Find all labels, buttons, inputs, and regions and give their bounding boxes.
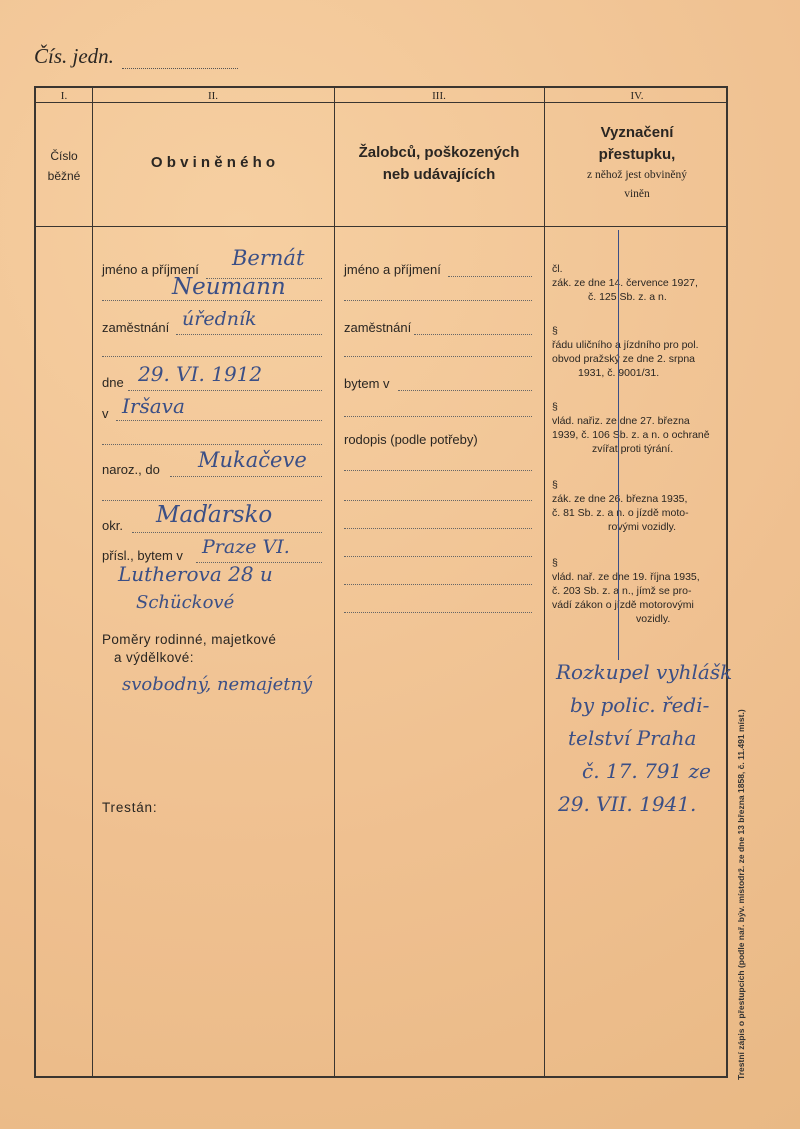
- accused-name-label: jméno a příjmení: [102, 262, 199, 277]
- circumstances-label-2: a výdělkové:: [114, 650, 194, 665]
- law-block-4: [552, 478, 689, 534]
- col2-header: O b v i n ě n é h o: [150, 154, 276, 171]
- law-line: čl.: [552, 263, 563, 275]
- law-line: č. 125 Sb. z. a n.: [588, 291, 667, 303]
- col-number-3: III.: [432, 90, 446, 102]
- plaintiff-occupation-label: zaměstnání: [344, 320, 412, 335]
- law-line: vlád. nařiz. ze dne 27. března: [552, 415, 690, 427]
- birth-date: 29. VI. 1912: [138, 362, 263, 386]
- field-line: [116, 420, 322, 421]
- offense-handwritten-note: [556, 656, 732, 821]
- col4-header: [544, 122, 730, 204]
- form-frame: [34, 86, 733, 1078]
- domicile-value: Praze VI.: [202, 536, 290, 558]
- col3-header: [334, 142, 544, 186]
- birth-place-label: v: [102, 406, 109, 421]
- law-line: 1939, č. 106 Sb. z. a n. o ochraně: [552, 429, 710, 441]
- address-line-2: Schückové: [136, 592, 235, 613]
- col3-header-line: neb udávajících: [382, 166, 496, 183]
- district-label: naroz., do: [102, 462, 160, 477]
- law-block-3: [552, 400, 710, 456]
- address-line-1: Lutherova 28 u: [118, 562, 273, 586]
- form-side-note: Trestní zápis o přestupcích (podle nař. býv. místodrž. ze dne 13 března 1858, č. 11.491 míst.): [736, 709, 746, 1080]
- field-line: [344, 500, 532, 501]
- field-line: [398, 390, 532, 391]
- accused-occupation-label: zaměstnání: [102, 320, 170, 335]
- field-line: [344, 470, 532, 471]
- law-line: 1931, č. 9001/31.: [578, 367, 660, 379]
- law-line: §: [552, 479, 558, 491]
- pen-stroke: [618, 230, 619, 660]
- circumstances-label-1: Poměry rodinné, majetkové: [102, 632, 277, 647]
- col-number-1: I.: [60, 90, 68, 102]
- col4-header-line: z něhož jest obviněný: [587, 169, 687, 181]
- field-line: [102, 444, 322, 445]
- col4-header-line: přestupku,: [598, 146, 676, 163]
- divider: [36, 102, 726, 103]
- birth-date-label: dne: [102, 375, 124, 390]
- field-line: [102, 300, 322, 301]
- law-line: č. 203 Sb. z. a n., jímž se pro-: [552, 585, 692, 597]
- field-line: [102, 500, 322, 501]
- law-block-1: [552, 262, 698, 304]
- plaintiff-record-label: rodopis (podle potřeby): [344, 432, 478, 447]
- law-line: zvířat proti týrání.: [592, 443, 674, 455]
- accused-occupation: úředník: [182, 308, 257, 330]
- accused-first-name: Bernát: [232, 246, 305, 270]
- col-number-4: IV.: [630, 90, 644, 102]
- law-line: vlád. nař. ze dne 19. října 1935,: [552, 571, 700, 583]
- sentenced-label: Trestán:: [102, 800, 158, 815]
- plaintiff-name-label: jméno a příjmení: [344, 262, 441, 277]
- law-line: §: [552, 325, 558, 337]
- field-line: [414, 334, 532, 335]
- birth-place: Iršava: [122, 394, 185, 418]
- field-line: [344, 612, 532, 613]
- birth-region: Maďarsko: [156, 502, 273, 528]
- law-line: §: [552, 557, 558, 569]
- law-line: zák. ze dne 14. července 1927,: [552, 277, 698, 289]
- field-line: [176, 334, 322, 335]
- divider: [334, 88, 335, 1076]
- handwritten-line: Rozkupel vyhlášk: [556, 660, 733, 684]
- birth-district: Mukačeve: [198, 448, 307, 472]
- field-line: [102, 356, 322, 357]
- field-line: [344, 528, 532, 529]
- handwritten-line: č. 17. 791 ze: [582, 759, 711, 783]
- law-line: rovými vozidly.: [608, 521, 677, 533]
- col4-header-line: viněn: [624, 188, 650, 200]
- law-line: řádu uličního a jízdního pro pol.: [552, 339, 699, 351]
- field-line: [170, 476, 322, 477]
- handwritten-line: by polic. ředi-: [570, 693, 710, 717]
- law-line: č. 81 Sb. z. a n. o jízdě moto-: [552, 507, 689, 519]
- divider: [544, 88, 545, 1076]
- law-line: vádí zákon o jízdě motorovými: [552, 599, 694, 611]
- field-line: [344, 416, 532, 417]
- region-label: okr.: [102, 518, 123, 533]
- case-number-label: Čís. jedn.: [34, 44, 114, 68]
- col1-header-line: Číslo: [50, 149, 78, 163]
- law-block-2: [552, 324, 699, 380]
- field-line: [128, 390, 322, 391]
- handwritten-line: telství Praha: [568, 726, 697, 750]
- circumstances-value: svobodný, nemajetný: [122, 674, 313, 695]
- field-line: [344, 584, 532, 585]
- law-line: zák. ze dne 26. března 1935,: [552, 493, 688, 505]
- law-block-5: [552, 556, 700, 626]
- law-line: §: [552, 401, 558, 413]
- col4-header-line: Vyznačení: [600, 124, 674, 141]
- case-number-line: [122, 68, 238, 69]
- field-line: [344, 556, 532, 557]
- field-line: [132, 532, 322, 533]
- field-line: [344, 300, 532, 301]
- col3-header-line: Žalobců, poškozených: [358, 144, 520, 161]
- accused-last-name: Neumann: [172, 274, 286, 300]
- col1-header-line: běžné: [47, 169, 81, 183]
- divider: [92, 88, 93, 1076]
- handwritten-line: 29. VII. 1941.: [558, 792, 697, 816]
- col-number-2: II.: [207, 90, 219, 102]
- plaintiff-residence-label: bytem v: [344, 376, 390, 391]
- divider: [36, 226, 726, 227]
- field-line: [344, 356, 532, 357]
- field-line: [448, 276, 532, 277]
- law-line: obvod pražský ze dne 2. srpna: [552, 353, 696, 365]
- law-line: vozidly.: [636, 613, 671, 625]
- col1-header: [36, 146, 92, 186]
- domicile-label: přísl., bytem v: [102, 548, 183, 563]
